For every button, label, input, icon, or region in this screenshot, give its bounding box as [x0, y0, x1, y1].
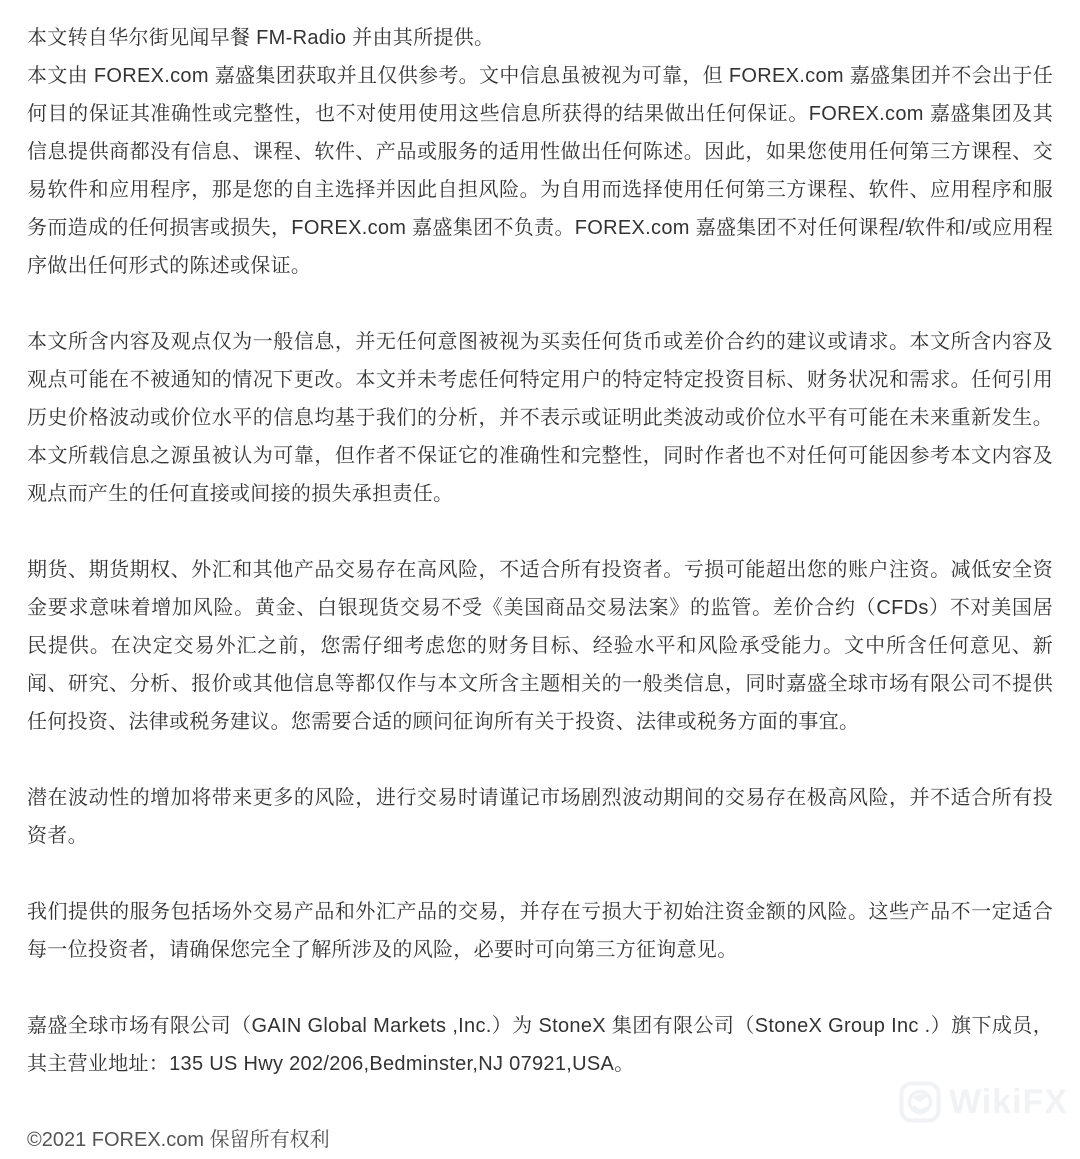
wikifx-wordmark: WikiFX [948, 1083, 1068, 1121]
paragraph-forex-disclaimer: 本文由 FOREX.com 嘉盛集团获取并且仅供参考。文中信息虽被视为可靠，但 FOREX.com 嘉盛集团并不会出于任何目的保证其准确性或完整性，也不对使用使用这些信息所获得的结果做出任何保证。FOREX.com 嘉盛集团及其信息提供商都没有信息、课程、软件、产品或服务的适用性做出任何陈述。因此，如果您使用任何第三方课程、交易软件和应用程序，那是您的自主选择并因此自担风险。为自用而选择使用任何第三方课程、软件、应用程序和服务而造成的任何损害或损失，FOREX.com 嘉盛集团不负责。FOREX.com 嘉盛集团不对任何课程/软件和/或应用程序做出任何形式的陈述或保证。 [27, 65, 1053, 277]
copyright-text: ©2021 FOREX.com 保留所有权利 [27, 1129, 330, 1151]
wikifx-logo-icon [899, 1081, 941, 1123]
paragraph-volatility-warning: 潜在波动性的增加将带来更多的风险，进行交易时请谨记市场剧烈波动期间的交易存在极高风险，并不适合所有投资者。 [27, 787, 1053, 847]
paragraph-source-note: 本文转自华尔街见闻早餐 FM-Radio 并由其所提供。 [27, 27, 495, 49]
paragraph-risk-warning: 期货、期货期权、外汇和其他产品交易存在高风险，不适合所有投资者。亏损可能超出您的账户注资。减低安全资金要求意味着增加风险。黄金、白银现货交易不受《美国商品交易法案》的监管。差价合约（CFDs）不对美国居民提供。在决定交易外汇之前，您需仔细考虑您的财务目标、经验水平和风险承受能力。文中所含任何意见、新闻、研究、分析、报价或其他信息等都仅作与本文所含主题相关的一般类信息，同时嘉盛全球市场有限公司不提供任何投资、法律或税务建议。您需要合适的顾问征询所有关于投资、法律或税务方面的事宜。 [27, 559, 1053, 733]
wikifx-watermark [899, 1081, 1068, 1123]
paragraph-general-info-disclaimer: 本文所含内容及观点仅为一般信息，并无任何意图被视为买卖任何货币或差价合约的建议或请求。本文所含内容及观点可能在不被通知的情况下更改。本文并未考虑任何特定用户的特定特定投资目标、财务状况和需求。任何引用历史价格波动或价位水平的信息均基于我们的分析，并不表示或证明此类波动或价位水平有可能在未来重新发生。本文所载信息之源虽被认为可靠，但作者不保证它的准确性和完整性，同时作者也不对任何可能因参考本文内容及观点而产生的任何直接或间接的损失承担责任。 [27, 331, 1053, 505]
paragraph-otc-products-warning: 我们提供的服务包括场外交易产品和外汇产品的交易，并存在亏损大于初始注资金额的风险。这些产品不一定适合每一位投资者，请确保您完全了解所涉及的风险，必要时可向第三方征询意见。 [27, 901, 1053, 961]
paragraph-company-info: 嘉盛全球市场有限公司（GAIN Global Markets ,Inc.）为 StoneX 集团有限公司（StoneX Group Inc .）旗下成员，其主营业地址：135 US Hwy 202/206,Bedminster,NJ 07921,USA。 [27, 1015, 1053, 1075]
disclaimer-document [27, 19, 1053, 1159]
